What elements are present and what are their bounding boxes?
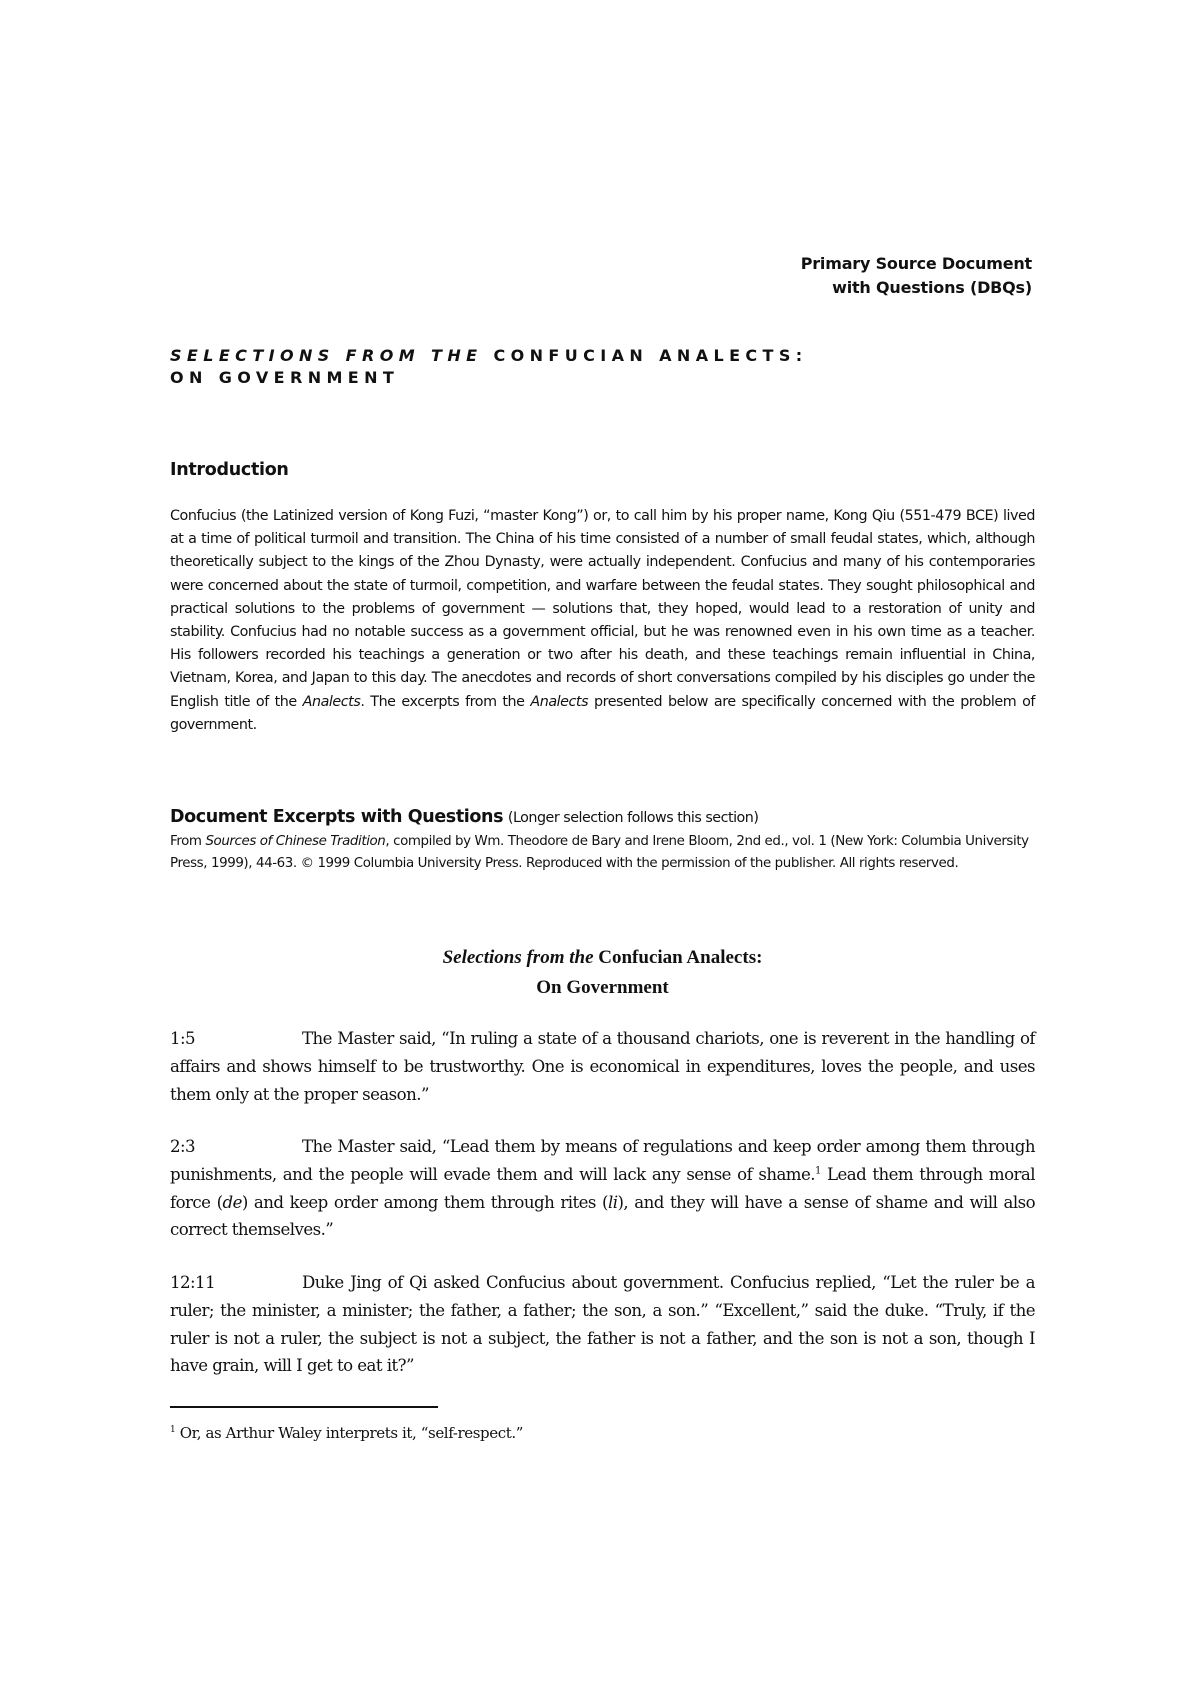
footnote-number: 1 <box>170 1425 176 1435</box>
term-li: li <box>607 1192 618 1212</box>
selection-title <box>170 943 1035 1003</box>
analects-title-2: Analects <box>530 693 589 710</box>
title-italic-part: SELECTIONS FROM THE <box>170 346 483 365</box>
passage-ref: 12:11 <box>170 1273 216 1292</box>
passage-12-11 <box>170 1269 1035 1380</box>
passage-ref: 1:5 <box>170 1029 196 1048</box>
footnote-text: Or, as Arthur Waley interprets it, “self-respect.” <box>179 1424 523 1442</box>
source-citation: From Sources of Chinese Tradition, compiled by Wm. Theodore de Bary and Irene Bloom, 2nd ed., vol. 1 (New York: Columbia University Press, 1999), 44-63. © 1999 Columbia University Press. Reproduced with the permission of the publisher. All rights reserved. <box>170 834 1029 871</box>
passage-ref: 2:3 <box>170 1137 196 1156</box>
selection-subtitle: On Government <box>536 977 669 998</box>
introduction-heading: Introduction <box>170 460 289 480</box>
passage-text: The Master said, “In ruling a state of a thousand chariots, one is reverent in the handling of affairs and shows himself to be trustworthy. One is economical in expenditures, loves the people, and uses them only at the proper season.” <box>170 1029 1035 1104</box>
header-line-1: Primary Source Document <box>800 254 1032 273</box>
document-type-header <box>801 252 1032 300</box>
term-de: de <box>222 1192 242 1212</box>
title-normal-part: CONFUCIAN ANALECTS: <box>493 346 808 365</box>
excerpts-section-heading <box>170 807 1040 827</box>
header-line-2: with Questions (DBQs) <box>832 278 1032 297</box>
source-title: Sources of Chinese Tradition <box>205 834 386 849</box>
introduction-paragraph: Confucius (the Latinized version of Kong Fuzi, “master Kong”) or, to call him by his proper name, Kong Qiu (551-479 BCE) lived at a time of political turmoil and transition. The China of his time consisted of a number of small feudal states, which, although theoretically subject to the kings of the Zhou Dynasty, were actually independent. Confucius and many of his contemporaries were concerned about the state of turmoil, competition, and warfare between the feudal states. They sought philosophical and practical solutions to the problems of government — solutions that, they hoped, would lead to a restoration of unity and stability. Confucius had no notable success as a government official, but he was renowned even in his own time as a teacher. His followers recorded his teachings a generation or two after his death, and these teachings remain influential in China, Vietnam, Korea, and Japan to this day. The anecdotes and records of short conversations compiled by his disciples go under the English title of the Analects. The excerpts from the Analects presented below are specifically concerned with the problem of government. <box>170 508 1035 733</box>
excerpts-note: (Longer selection follows this section) <box>507 810 759 826</box>
selection-title-normal: Confucian Analects: <box>598 947 763 968</box>
passage-2-3: 2:3 The Master said, “Lead them by means of regulations and keep order among them through punishments, and the people will evade them and will lack any sense of shame.$^1$ Lead them through moral force (de) and keep order among them through rites (li), and they will have a sense of shame and will also correct themselves.” <box>170 1133 1035 1244</box>
passage-1-5 <box>170 1025 1035 1108</box>
footnote-1 <box>170 1424 1035 1442</box>
analects-title-1: Analects <box>302 693 361 710</box>
title-line-2: ON GOVERNMENT <box>170 368 400 387</box>
selection-title-italic: Selections from the <box>442 947 594 968</box>
page-title <box>170 345 1030 389</box>
footnote-marker: 1 <box>815 1165 821 1177</box>
footnote-divider <box>170 1406 438 1408</box>
passage-text: Duke Jing of Qi asked Confucius about government. Confucius replied, “Let the ruler be a ruler; the minister, a minister; the father, a father; the son, a son.” “Excellent,” said the duke. “Truly, if the ruler is not a ruler, the subject is not a subject, the father is not a father, and the son is not a son, though I have grain, will I get to eat it?” <box>170 1273 1035 1376</box>
excerpts-heading: Document Excerpts with Questions <box>170 807 504 827</box>
